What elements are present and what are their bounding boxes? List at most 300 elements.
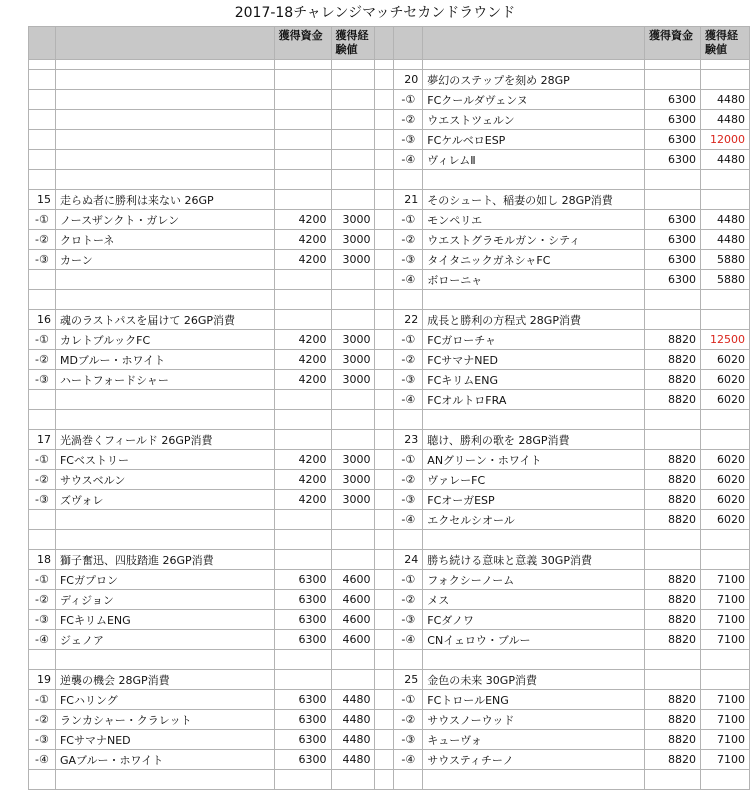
left-index-cell xyxy=(29,150,56,170)
right-index-cell xyxy=(394,170,423,190)
gap-cell xyxy=(375,710,394,730)
left-exp-cell: 4600 xyxy=(331,570,375,590)
right-funds-cell: 8820 xyxy=(645,590,701,610)
right-index-cell: 24 xyxy=(394,550,423,570)
left-exp-cell xyxy=(331,390,375,410)
right-funds-cell: 6300 xyxy=(645,130,701,150)
left-exp-cell xyxy=(331,190,375,210)
right-name-cell: FCトロールENG xyxy=(423,690,645,710)
right-index-cell xyxy=(394,650,423,670)
left-funds-cell: 6300 xyxy=(274,750,331,770)
right-index-cell: -② xyxy=(394,590,423,610)
left-funds-cell xyxy=(274,290,331,310)
right-funds-cell: 8820 xyxy=(645,510,701,530)
right-exp-cell xyxy=(700,430,749,450)
gap-cell xyxy=(375,630,394,650)
right-index-cell: -① xyxy=(394,210,423,230)
left-name-cell: 獅子奮迅、四肢踏進 26GP消費 xyxy=(55,550,274,570)
right-index-cell: -③ xyxy=(394,730,423,750)
table-row xyxy=(29,70,750,90)
right-funds-cell: 8820 xyxy=(645,730,701,750)
gap-cell xyxy=(375,410,394,430)
left-exp-cell xyxy=(331,410,375,430)
left-exp-cell: 4600 xyxy=(331,630,375,650)
right-name-cell: ボローニャ xyxy=(423,270,645,290)
left-exp-cell: 3000 xyxy=(331,210,375,230)
left-funds-cell xyxy=(274,130,331,150)
left-exp-cell xyxy=(331,650,375,670)
table-row xyxy=(29,570,750,590)
left-name-cell: ランカシャー・クラレット xyxy=(55,710,274,730)
left-name-cell xyxy=(55,650,274,670)
left-funds-cell: 6300 xyxy=(274,730,331,750)
right-exp-cell xyxy=(700,530,749,550)
right-funds-cell: 6300 xyxy=(645,270,701,290)
right-name-cell: ウエストツェルン xyxy=(423,110,645,130)
table-row xyxy=(29,330,750,350)
left-exp-cell xyxy=(331,270,375,290)
right-index-cell: -③ xyxy=(394,130,423,150)
left-exp-cell xyxy=(331,670,375,690)
left-exp-cell: 3000 xyxy=(331,370,375,390)
left-funds-cell: 4200 xyxy=(274,250,331,270)
table-row xyxy=(29,130,750,150)
right-index-cell: 25 xyxy=(394,670,423,690)
right-exp-cell: 12000 xyxy=(700,130,749,150)
right-funds-cell: 8820 xyxy=(645,710,701,730)
left-index-cell: -③ xyxy=(29,730,56,750)
right-funds-cell: 8820 xyxy=(645,370,701,390)
gap-cell xyxy=(375,230,394,250)
left-funds-cell: 6300 xyxy=(274,690,331,710)
table-row xyxy=(29,110,750,130)
left-exp-cell: 3000 xyxy=(331,350,375,370)
left-index-cell: -① xyxy=(29,690,56,710)
left-name-cell: ハートフォードシャー xyxy=(55,370,274,390)
left-index-cell: -③ xyxy=(29,490,56,510)
right-name-cell: FCサマナNED xyxy=(423,350,645,370)
left-funds-cell xyxy=(274,170,331,190)
right-index-cell: -③ xyxy=(394,610,423,630)
right-index-cell: -③ xyxy=(394,250,423,270)
table-row xyxy=(29,530,750,550)
left-index-cell: -③ xyxy=(29,370,56,390)
left-index-cell: -③ xyxy=(29,250,56,270)
left-index-cell xyxy=(29,530,56,550)
gap-cell xyxy=(375,490,394,510)
left-funds-cell xyxy=(274,60,331,70)
right-name-cell xyxy=(423,170,645,190)
right-name-cell xyxy=(423,290,645,310)
right-funds-cell: 6300 xyxy=(645,210,701,230)
left-exp-cell: 4600 xyxy=(331,610,375,630)
left-index-cell xyxy=(29,110,56,130)
left-exp-cell xyxy=(331,130,375,150)
left-index-cell: -① xyxy=(29,210,56,230)
right-exp-cell xyxy=(700,60,749,70)
right-index-cell: -② xyxy=(394,470,423,490)
table-row xyxy=(29,290,750,310)
header-blank xyxy=(55,27,274,60)
right-exp-cell: 7100 xyxy=(700,750,749,770)
right-name-cell: サウスティチーノ xyxy=(423,750,645,770)
gap-cell xyxy=(375,210,394,230)
header-blank xyxy=(423,27,645,60)
left-index-cell xyxy=(29,60,56,70)
right-exp-cell: 7100 xyxy=(700,590,749,610)
right-funds-cell xyxy=(645,190,701,210)
right-index-cell: -② xyxy=(394,710,423,730)
right-exp-cell xyxy=(700,170,749,190)
left-name-cell xyxy=(55,410,274,430)
table-row xyxy=(29,230,750,250)
left-index-cell: -① xyxy=(29,330,56,350)
table-row xyxy=(29,610,750,630)
table-row xyxy=(29,60,750,70)
header-left-exp: 獲得経 験値 xyxy=(331,27,375,60)
right-index-cell: 21 xyxy=(394,190,423,210)
gap-cell xyxy=(375,270,394,290)
right-exp-cell: 7100 xyxy=(700,730,749,750)
left-funds-cell: 4200 xyxy=(274,490,331,510)
right-name-cell: タイタニックガネシャFC xyxy=(423,250,645,270)
left-name-cell: 魂のラストパスを届けて 26GP消費 xyxy=(55,310,274,330)
right-funds-cell: 6300 xyxy=(645,230,701,250)
right-name-cell: キューヴォ xyxy=(423,730,645,750)
left-index-cell: 17 xyxy=(29,430,56,450)
left-exp-cell: 3000 xyxy=(331,470,375,490)
gap-cell xyxy=(375,730,394,750)
right-index-cell xyxy=(394,410,423,430)
table-row xyxy=(29,190,750,210)
right-funds-cell: 6300 xyxy=(645,110,701,130)
right-exp-cell xyxy=(700,70,749,90)
left-name-cell: MDブルー・ホワイト xyxy=(55,350,274,370)
table-row xyxy=(29,630,750,650)
right-index-cell: -③ xyxy=(394,490,423,510)
gap-cell xyxy=(375,590,394,610)
left-name-cell: 逆襲の機会 28GP消費 xyxy=(55,670,274,690)
gap-cell xyxy=(375,110,394,130)
right-name-cell xyxy=(423,410,645,430)
left-index-cell xyxy=(29,270,56,290)
left-name-cell xyxy=(55,510,274,530)
left-index-cell: -② xyxy=(29,590,56,610)
right-name-cell: 成長と勝利の方程式 28GP消費 xyxy=(423,310,645,330)
left-name-cell xyxy=(55,770,274,790)
left-name-cell xyxy=(55,90,274,110)
table-row xyxy=(29,670,750,690)
left-exp-cell: 3000 xyxy=(331,250,375,270)
right-exp-cell: 5880 xyxy=(700,270,749,290)
right-index-cell: -④ xyxy=(394,390,423,410)
gap-cell xyxy=(375,570,394,590)
left-index-cell: 19 xyxy=(29,670,56,690)
right-exp-cell xyxy=(700,410,749,430)
gap-cell xyxy=(375,510,394,530)
right-index-cell xyxy=(394,60,423,70)
right-name-cell: 聴け、勝利の歌を 28GP消費 xyxy=(423,430,645,450)
left-exp-cell: 4480 xyxy=(331,710,375,730)
right-funds-cell: 8820 xyxy=(645,490,701,510)
right-exp-cell: 6020 xyxy=(700,470,749,490)
left-name-cell xyxy=(55,530,274,550)
gap-cell xyxy=(375,250,394,270)
left-name-cell: ジェノア xyxy=(55,630,274,650)
right-name-cell: FCケルベロESP xyxy=(423,130,645,150)
left-index-cell: -② xyxy=(29,470,56,490)
left-index-cell: -② xyxy=(29,350,56,370)
right-exp-cell xyxy=(700,310,749,330)
right-index-cell: 22 xyxy=(394,310,423,330)
left-exp-cell xyxy=(331,60,375,70)
left-index-cell: -① xyxy=(29,570,56,590)
left-funds-cell: 4200 xyxy=(274,230,331,250)
right-index-cell: -① xyxy=(394,450,423,470)
right-name-cell: ウエストグラモルガン・シティ xyxy=(423,230,645,250)
table-row xyxy=(29,510,750,530)
left-exp-cell: 3000 xyxy=(331,450,375,470)
left-name-cell: FCハリング xyxy=(55,690,274,710)
gap-cell xyxy=(375,390,394,410)
right-exp-cell: 4480 xyxy=(700,90,749,110)
gap-cell xyxy=(375,430,394,450)
right-name-cell: そのシュート、稲妻の如し 28GP消費 xyxy=(423,190,645,210)
right-index-cell: -③ xyxy=(394,370,423,390)
left-exp-cell xyxy=(331,530,375,550)
left-exp-cell xyxy=(331,170,375,190)
left-exp-cell: 4480 xyxy=(331,690,375,710)
header-left-funds: 獲得資金 xyxy=(274,27,331,60)
right-name-cell: フォクシーノーム xyxy=(423,570,645,590)
right-name-cell: 勝ち続ける意味と意義 30GP消費 xyxy=(423,550,645,570)
left-funds-cell: 6300 xyxy=(274,630,331,650)
left-name-cell: 光渦巻くフィールド 26GP消費 xyxy=(55,430,274,450)
left-index-cell: -④ xyxy=(29,630,56,650)
right-index-cell: -② xyxy=(394,230,423,250)
left-funds-cell: 4200 xyxy=(274,450,331,470)
right-exp-cell xyxy=(700,650,749,670)
left-name-cell: FCサマナNED xyxy=(55,730,274,750)
header-blank xyxy=(29,27,56,60)
gap-cell xyxy=(375,770,394,790)
left-funds-cell: 4200 xyxy=(274,470,331,490)
right-exp-cell: 4480 xyxy=(700,150,749,170)
gap-cell xyxy=(375,70,394,90)
right-exp-cell: 4480 xyxy=(700,110,749,130)
left-index-cell: -③ xyxy=(29,610,56,630)
left-index-cell xyxy=(29,70,56,90)
left-name-cell: ディジョン xyxy=(55,590,274,610)
table-row xyxy=(29,350,750,370)
table-row xyxy=(29,770,750,790)
right-funds-cell xyxy=(645,170,701,190)
table-row xyxy=(29,310,750,330)
right-exp-cell xyxy=(700,550,749,570)
left-name-cell xyxy=(55,130,274,150)
gap-cell xyxy=(375,550,394,570)
left-index-cell xyxy=(29,650,56,670)
right-funds-cell: 6300 xyxy=(645,150,701,170)
right-index-cell: -④ xyxy=(394,150,423,170)
gap-cell xyxy=(375,370,394,390)
right-exp-cell: 5880 xyxy=(700,250,749,270)
right-funds-cell: 8820 xyxy=(645,570,701,590)
right-index-cell: -① xyxy=(394,690,423,710)
right-funds-cell xyxy=(645,670,701,690)
left-funds-cell: 6300 xyxy=(274,610,331,630)
left-name-cell: カレトブルックFC xyxy=(55,330,274,350)
table-row xyxy=(29,210,750,230)
left-index-cell: -② xyxy=(29,230,56,250)
right-exp-cell: 6020 xyxy=(700,390,749,410)
left-name-cell: FCキリムENG xyxy=(55,610,274,630)
left-name-cell: サウスベルン xyxy=(55,470,274,490)
left-funds-cell xyxy=(274,430,331,450)
left-funds-cell xyxy=(274,270,331,290)
page-title: 2017-18チャレンジマッチセカンドラウンド xyxy=(234,5,516,21)
left-index-cell: 18 xyxy=(29,550,56,570)
right-exp-cell: 7100 xyxy=(700,630,749,650)
left-funds-cell xyxy=(274,310,331,330)
right-funds-cell xyxy=(645,60,701,70)
left-funds-cell: 6300 xyxy=(274,710,331,730)
left-funds-cell xyxy=(274,550,331,570)
left-name-cell xyxy=(55,390,274,410)
right-funds-cell: 8820 xyxy=(645,690,701,710)
right-funds-cell: 6300 xyxy=(645,250,701,270)
left-index-cell xyxy=(29,170,56,190)
left-exp-cell xyxy=(331,90,375,110)
table-row xyxy=(29,690,750,710)
right-exp-cell: 6020 xyxy=(700,450,749,470)
gap-cell xyxy=(375,150,394,170)
right-funds-cell xyxy=(645,430,701,450)
right-name-cell: 夢幻のステップを刻め 28GP xyxy=(423,70,645,90)
gap-cell xyxy=(375,750,394,770)
left-funds-cell: 6300 xyxy=(274,570,331,590)
table-row xyxy=(29,430,750,450)
left-index-cell: 15 xyxy=(29,190,56,210)
gap-cell xyxy=(375,530,394,550)
left-name-cell xyxy=(55,290,274,310)
left-index-cell: -④ xyxy=(29,750,56,770)
right-exp-cell: 6020 xyxy=(700,490,749,510)
right-index-cell: -② xyxy=(394,110,423,130)
table-row xyxy=(29,550,750,570)
gap-cell xyxy=(375,690,394,710)
right-name-cell: FCガローチャ xyxy=(423,330,645,350)
left-name-cell: カーン xyxy=(55,250,274,270)
gap-cell xyxy=(375,330,394,350)
left-exp-cell: 3000 xyxy=(331,490,375,510)
right-index-cell xyxy=(394,530,423,550)
left-exp-cell: 4480 xyxy=(331,750,375,770)
left-name-cell: FCガプロン xyxy=(55,570,274,590)
left-funds-cell xyxy=(274,110,331,130)
right-index-cell: -④ xyxy=(394,510,423,530)
right-exp-cell: 7100 xyxy=(700,570,749,590)
left-index-cell: -① xyxy=(29,450,56,470)
gap-cell xyxy=(375,190,394,210)
gap-cell xyxy=(375,310,394,330)
right-name-cell: FCオーガESP xyxy=(423,490,645,510)
table-row xyxy=(29,270,750,290)
right-funds-cell xyxy=(645,310,701,330)
left-exp-cell: 3000 xyxy=(331,230,375,250)
right-exp-cell: 7100 xyxy=(700,690,749,710)
table-row xyxy=(29,650,750,670)
gap-cell xyxy=(375,90,394,110)
left-exp-cell: 4480 xyxy=(331,730,375,750)
right-funds-cell: 8820 xyxy=(645,470,701,490)
right-funds-cell xyxy=(645,650,701,670)
right-name-cell: FCオルトロFRA xyxy=(423,390,645,410)
table-row xyxy=(29,490,750,510)
header-gap xyxy=(375,27,394,60)
left-index-cell xyxy=(29,770,56,790)
right-index-cell xyxy=(394,770,423,790)
left-exp-cell xyxy=(331,550,375,570)
right-exp-cell xyxy=(700,770,749,790)
left-name-cell xyxy=(55,170,274,190)
right-name-cell: サウスノーウッド xyxy=(423,710,645,730)
left-funds-cell xyxy=(274,650,331,670)
right-name-cell: FCキリムENG xyxy=(423,370,645,390)
left-name-cell: クロトーネ xyxy=(55,230,274,250)
left-funds-cell: 6300 xyxy=(274,590,331,610)
left-funds-cell xyxy=(274,70,331,90)
left-funds-cell xyxy=(274,670,331,690)
right-funds-cell xyxy=(645,770,701,790)
table-row xyxy=(29,170,750,190)
table-row xyxy=(29,390,750,410)
left-name-cell xyxy=(55,150,274,170)
left-funds-cell xyxy=(274,530,331,550)
header-right-exp: 獲得経 験値 xyxy=(700,27,749,60)
right-funds-cell xyxy=(645,410,701,430)
right-funds-cell: 6300 xyxy=(645,90,701,110)
left-name-cell xyxy=(55,60,274,70)
right-exp-cell xyxy=(700,190,749,210)
left-exp-cell: 3000 xyxy=(331,330,375,350)
right-exp-cell: 4480 xyxy=(700,230,749,250)
table-row xyxy=(29,370,750,390)
right-name-cell: モンペリエ xyxy=(423,210,645,230)
left-name-cell xyxy=(55,270,274,290)
left-exp-cell xyxy=(331,150,375,170)
right-name-cell xyxy=(423,60,645,70)
right-exp-cell: 6020 xyxy=(700,510,749,530)
left-funds-cell: 4200 xyxy=(274,350,331,370)
left-name-cell: GAブルー・ホワイト xyxy=(55,750,274,770)
gap-cell xyxy=(375,470,394,490)
right-funds-cell: 8820 xyxy=(645,350,701,370)
left-name-cell: 走らぬ者に勝利は来ない 26GP xyxy=(55,190,274,210)
left-index-cell: 16 xyxy=(29,310,56,330)
left-name-cell xyxy=(55,70,274,90)
gap-cell xyxy=(375,170,394,190)
table-row xyxy=(29,410,750,430)
left-funds-cell xyxy=(274,150,331,170)
header-right-funds: 獲得資金 xyxy=(645,27,701,60)
right-name-cell: メス xyxy=(423,590,645,610)
right-exp-cell xyxy=(700,290,749,310)
right-funds-cell xyxy=(645,70,701,90)
left-exp-cell xyxy=(331,510,375,530)
left-funds-cell xyxy=(274,390,331,410)
right-index-cell: -② xyxy=(394,350,423,370)
